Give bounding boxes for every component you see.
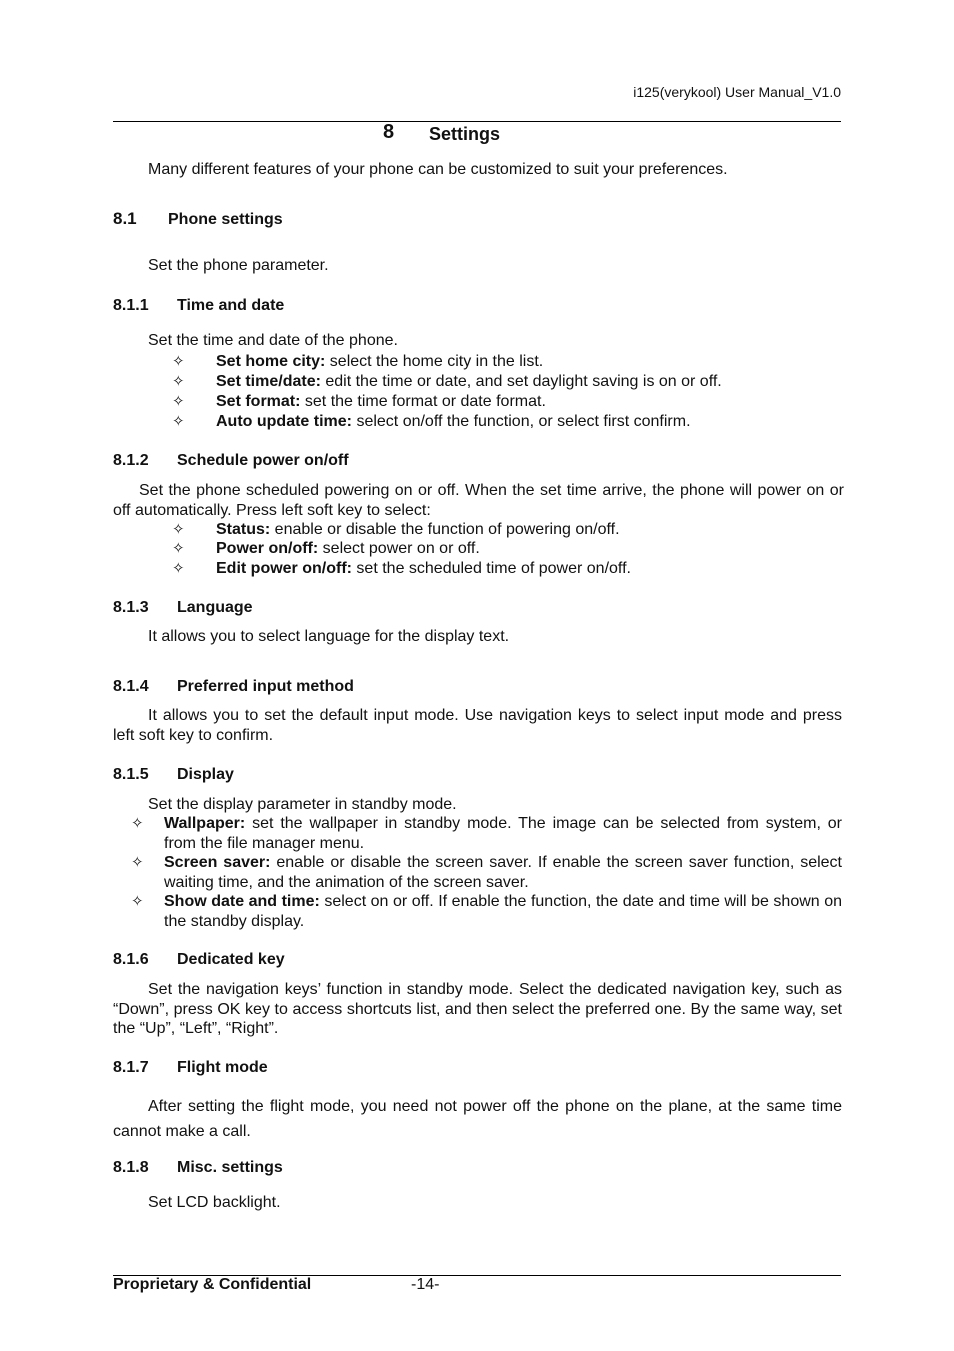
item-desc: select the home city in the list. bbox=[325, 353, 544, 370]
item-desc: enable or disable the screen saver. If enable the screen saver function, select waiting time, and the animation of the screen saver. bbox=[164, 854, 843, 891]
section-text: Set the display parameter in standby mode. bbox=[148, 796, 457, 813]
section-text: It allows you to select language for the display text. bbox=[148, 628, 510, 645]
item-desc: select on or off. If enable the function, the date and time will be shown on the standby display. bbox=[164, 893, 842, 930]
section-number: 8.1.8 bbox=[113, 1159, 149, 1176]
item-label: Edit power on/off: bbox=[216, 560, 352, 577]
item-desc: set the wallpaper in standby mode. The image can be selected from system, or from the file manager menu. bbox=[164, 815, 842, 852]
list-item bbox=[131, 814, 144, 834]
list-item bbox=[172, 372, 185, 392]
section-number: 8.1.5 bbox=[113, 766, 149, 783]
star-bullet-icon: ✧ bbox=[131, 893, 144, 910]
section-title: Schedule power on/off bbox=[177, 452, 349, 469]
list-item-text bbox=[216, 392, 546, 412]
star-bullet-icon: ✧ bbox=[172, 373, 185, 390]
item-label: Wallpaper: bbox=[164, 815, 246, 832]
section-text: Set LCD backlight. bbox=[148, 1194, 281, 1211]
list-item-text bbox=[164, 814, 842, 853]
item-label: Show date and time: bbox=[164, 893, 320, 910]
item-label: Status: bbox=[216, 521, 271, 538]
section-title: Display bbox=[177, 766, 234, 783]
item-label: Auto update time: bbox=[216, 413, 352, 430]
section-text: After setting the flight mode, you need not power off the phone on the plane, at the same time cannot make a call. bbox=[113, 1098, 842, 1140]
item-label: Set time/date: bbox=[216, 373, 321, 390]
section-number: 8.1.2 bbox=[113, 452, 149, 469]
page-number: -14- bbox=[411, 1276, 440, 1293]
footer-confidential: Proprietary & Confidential bbox=[113, 1276, 312, 1293]
section-title: Flight mode bbox=[177, 1059, 268, 1076]
section-title: Preferred input method bbox=[177, 678, 354, 695]
list-item bbox=[172, 352, 185, 372]
item-desc: edit the time or date, and set daylight saving is on or off. bbox=[320, 373, 722, 390]
item-desc: select power on or off. bbox=[318, 540, 480, 557]
section-title: Language bbox=[177, 599, 253, 616]
list-item bbox=[131, 892, 144, 912]
section-number: 8.1.3 bbox=[113, 599, 149, 616]
section-number: 8.1.1 bbox=[113, 297, 149, 314]
list-item-text bbox=[216, 539, 480, 559]
list-item-text bbox=[216, 412, 691, 432]
section-text: Set the phone scheduled powering on or off. When the set time arrive, the phone will power on or off automatically. Press left soft key to select: bbox=[113, 482, 844, 519]
item-label: Screen saver: bbox=[164, 854, 271, 871]
item-label: Set home city: bbox=[216, 353, 326, 370]
section-text: Set the phone parameter. bbox=[148, 257, 329, 274]
star-bullet-icon: ✧ bbox=[172, 393, 185, 410]
star-bullet-icon: ✧ bbox=[172, 521, 185, 538]
list-item-text bbox=[164, 853, 842, 892]
item-desc: set the scheduled time of power on/off. bbox=[351, 560, 631, 577]
section-number: 8.1.4 bbox=[113, 678, 149, 695]
list-item-text bbox=[216, 520, 620, 540]
item-label: Set format: bbox=[216, 393, 301, 410]
section-text: It allows you to set the default input mode. Use navigation keys to select input mode and press left soft key to confirm. bbox=[113, 707, 842, 744]
list-item-text bbox=[164, 892, 842, 931]
chapter-number: 8 bbox=[383, 121, 395, 143]
star-bullet-icon: ✧ bbox=[131, 854, 144, 871]
section-title: Time and date bbox=[177, 297, 285, 314]
list-item bbox=[172, 559, 185, 579]
star-bullet-icon: ✧ bbox=[172, 413, 185, 430]
list-item bbox=[172, 539, 185, 559]
item-label: Power on/off: bbox=[216, 540, 319, 557]
list-item bbox=[172, 520, 185, 540]
list-item-text bbox=[216, 352, 543, 372]
star-bullet-icon: ✧ bbox=[131, 815, 144, 832]
section-title: Dedicated key bbox=[177, 951, 285, 968]
section-title: Misc. settings bbox=[177, 1159, 283, 1176]
header-rule bbox=[113, 121, 841, 122]
star-bullet-icon: ✧ bbox=[172, 560, 185, 577]
list-item bbox=[172, 412, 185, 432]
star-bullet-icon: ✧ bbox=[172, 353, 185, 370]
list-item-text bbox=[216, 372, 722, 392]
list-item bbox=[172, 392, 185, 412]
section-title: Phone settings bbox=[168, 211, 283, 228]
item-desc: enable or disable the function of powering on/off. bbox=[270, 521, 620, 538]
star-bullet-icon: ✧ bbox=[172, 540, 185, 557]
section-number: 8.1.7 bbox=[113, 1059, 149, 1076]
section-text: Set the time and date of the phone. bbox=[148, 332, 398, 349]
section-number: 8.1 bbox=[113, 209, 137, 228]
list-item-text bbox=[216, 559, 631, 579]
item-desc: select on/off the function, or select first confirm. bbox=[352, 413, 691, 430]
item-desc: set the time format or date format. bbox=[300, 393, 546, 410]
manual-title: i125(verykool) User Manual_V1.0 bbox=[633, 84, 841, 100]
section-text: Set the navigation keys’ function in standby mode. Select the dedicated navigation key, such as “Down”, press OK key to access shortcuts list, and then select the preferred one. By the same way, set the “Up”, “Left”, “Right”. bbox=[113, 981, 842, 1037]
chapter-title: Settings bbox=[429, 124, 501, 144]
chapter-intro: Many different features of your phone can be customized to suit your preferences. bbox=[148, 161, 728, 178]
section-number: 8.1.6 bbox=[113, 951, 149, 968]
list-item bbox=[131, 853, 144, 873]
